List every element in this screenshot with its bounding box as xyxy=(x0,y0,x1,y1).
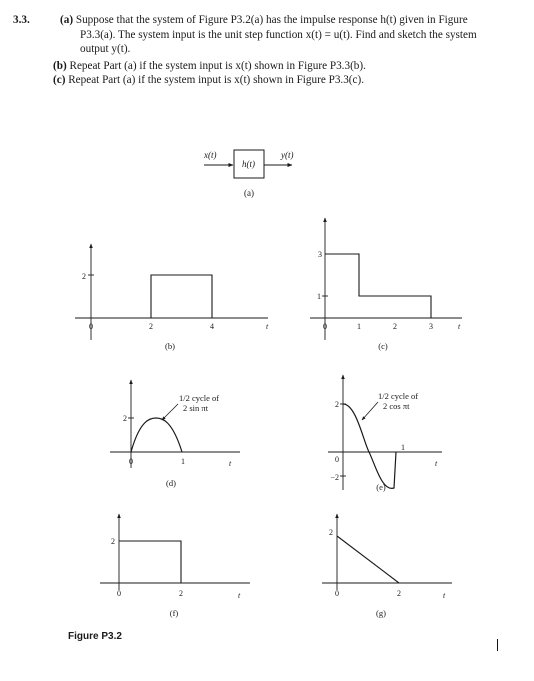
c-ytick-1: 1 xyxy=(317,292,321,301)
e-ytick-2: 2 xyxy=(335,400,339,409)
e-xtick-1: 1 xyxy=(401,443,405,452)
caption-a: (a) xyxy=(244,188,254,198)
part-a-label: (a) xyxy=(60,14,74,26)
caption-e: (e) xyxy=(376,482,386,492)
c-t-label: t xyxy=(458,322,461,331)
e-t-label: t xyxy=(435,459,438,468)
c-pulse xyxy=(325,254,431,318)
caption-c: (c) xyxy=(378,341,388,351)
d-annotation-arrow xyxy=(162,404,178,420)
plot-b xyxy=(75,244,269,351)
caption-b: (b) xyxy=(165,341,175,351)
output-label: y(t) xyxy=(281,150,294,160)
plot-g xyxy=(322,514,452,618)
plot-f xyxy=(100,514,250,618)
g-ytick-2: 2 xyxy=(329,528,333,537)
g-ramp xyxy=(337,536,399,583)
b-xtick-4: 4 xyxy=(210,322,214,331)
block-diagram xyxy=(203,150,294,198)
d-sine-arc xyxy=(131,418,182,452)
b-pulse xyxy=(151,275,212,318)
c-xtick-2: 2 xyxy=(393,322,397,331)
g-t-label: t xyxy=(443,591,446,600)
f-ytick-2: 2 xyxy=(111,537,115,546)
part-a-text: Suppose that the system of Figure P3.2(a) has the impulse response h(t) given in Figure P3.3(a). The system input is the unit step function x(t) = u(t). Find and sketch the system output y(t). xyxy=(75,14,477,56)
d-xtick-1: 1 xyxy=(181,457,185,466)
d-annotation-1: 1/2 cycle of xyxy=(179,393,220,403)
c-ytick-3: 3 xyxy=(318,250,322,259)
caption-d: (d) xyxy=(166,478,176,488)
d-xtick-0: 0 xyxy=(129,457,133,466)
f-t-label: t xyxy=(238,591,241,600)
e-ytick-neg2: −2 xyxy=(330,473,339,482)
plot-e xyxy=(328,375,442,492)
e-cosine-arc xyxy=(343,404,396,488)
d-annotation-2: 2 sin πt xyxy=(183,403,209,413)
e-xtick-0: 0 xyxy=(335,455,339,464)
c-xtick-1: 1 xyxy=(357,322,361,331)
g-xtick-2: 2 xyxy=(397,589,401,598)
caption-g: (g) xyxy=(376,608,386,618)
plot-c xyxy=(310,218,462,351)
part-c-text: Repeat Part (a) if the system input is x(t) shown in Figure P3.3(c). xyxy=(68,74,365,87)
c-xtick-0: 0 xyxy=(323,322,327,331)
input-label: x(t) xyxy=(204,150,217,160)
part-b-text: Repeat Part (a) if the system input is x(t) shown in Figure P3.3(b). xyxy=(69,59,366,72)
part-c-label: (c) xyxy=(53,74,66,87)
part-a: 3.3. (a) Suppose that the system of Figure P3.2(a) has the impulse response h(t) given in Figure P3.3(a). The system input is the unit step function x(t) = u(t). Find and sketch the system output y(t). xyxy=(13,14,477,56)
part-b-label: (b) xyxy=(53,59,67,72)
b-xtick-0: 0 xyxy=(89,322,93,331)
b-ytick-2: 2 xyxy=(82,272,86,281)
figure-caption: Figure P3.2 xyxy=(68,631,122,642)
b-xtick-2: 2 xyxy=(149,322,153,331)
e-annotation-2: 2 cos πt xyxy=(383,401,410,411)
b-t-label: t xyxy=(266,322,269,331)
plot-d xyxy=(110,380,240,488)
c-xtick-3: 3 xyxy=(429,322,433,331)
g-xtick-0: 0 xyxy=(335,589,339,598)
f-xtick-0: 0 xyxy=(117,589,121,598)
text-cursor xyxy=(497,639,498,651)
f-pulse xyxy=(119,541,181,583)
f-xtick-2: 2 xyxy=(179,589,183,598)
d-t-label: t xyxy=(229,459,232,468)
block-label: h(t) xyxy=(242,159,255,169)
e-annotation-arrow xyxy=(362,402,378,420)
e-annotation-1: 1/2 cycle of xyxy=(378,391,419,401)
caption-f: (f) xyxy=(169,608,179,618)
d-ytick-2: 2 xyxy=(123,414,127,423)
